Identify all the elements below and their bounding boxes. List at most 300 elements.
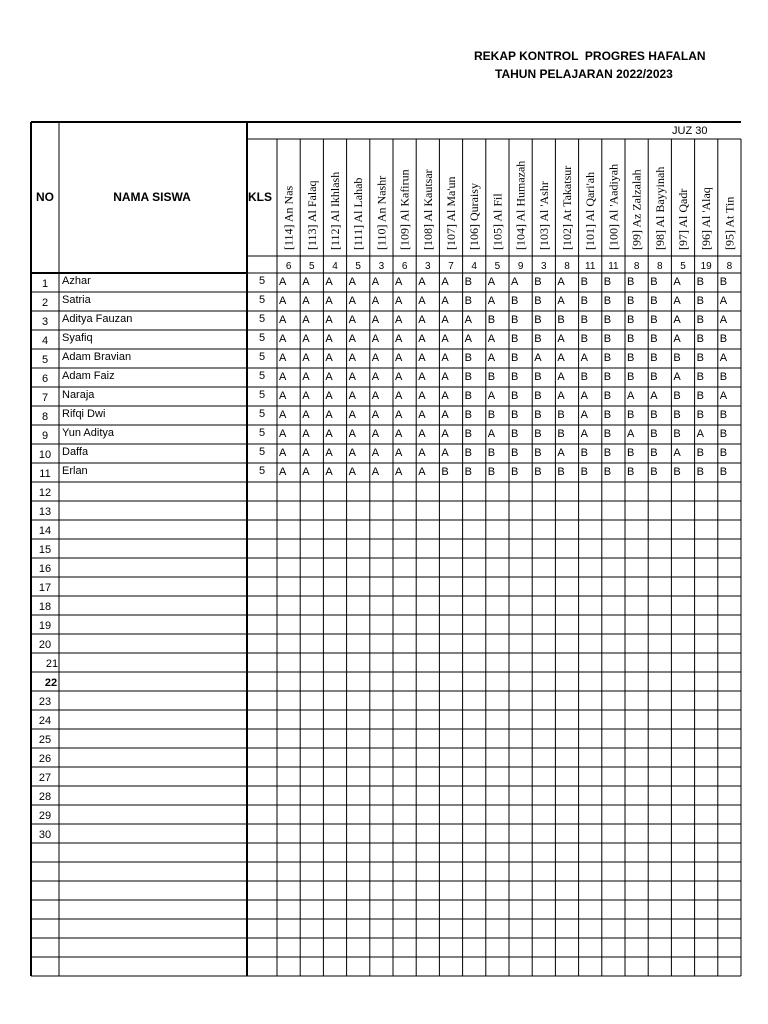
grade-cell: A bbox=[302, 276, 310, 288]
grade-cell: A bbox=[325, 428, 333, 440]
grade-cell: A bbox=[325, 276, 333, 288]
grade-cell: B bbox=[534, 314, 542, 326]
grade-cell: B bbox=[534, 371, 542, 383]
grade-cell: B bbox=[627, 466, 635, 478]
grade-cell: A bbox=[673, 447, 681, 459]
verse-count: 9 bbox=[517, 261, 524, 272]
grade-cell: A bbox=[302, 447, 310, 459]
grade-cell: B bbox=[534, 333, 542, 345]
grade-cell: B bbox=[696, 390, 704, 402]
grade-cell: A bbox=[371, 409, 380, 421]
grade-cell: A bbox=[395, 314, 403, 326]
row-number: 20 bbox=[38, 639, 52, 651]
grade-cell: B bbox=[696, 409, 704, 421]
grade-cell: A bbox=[325, 333, 333, 345]
grade-cell: A bbox=[418, 371, 426, 383]
grade-cell: B bbox=[557, 409, 565, 421]
grade-cell: B bbox=[580, 276, 588, 288]
student-class: 5 bbox=[258, 275, 266, 287]
grade-cell: A bbox=[325, 352, 333, 364]
grade-cell: A bbox=[719, 295, 728, 307]
grade-cell: B bbox=[650, 409, 658, 421]
grade-cell: B bbox=[464, 466, 472, 478]
verse-count: 4 bbox=[471, 261, 477, 272]
grade-cell: B bbox=[580, 466, 588, 478]
grade-cell: B bbox=[464, 447, 472, 459]
grade-cell: A bbox=[348, 295, 356, 307]
grade-cell: B bbox=[534, 390, 542, 402]
grade-cell: A bbox=[511, 276, 519, 288]
row-number: 11 bbox=[39, 468, 51, 480]
row-number: 3 bbox=[41, 316, 49, 328]
grade-cell: B bbox=[603, 466, 612, 478]
row-number: 18 bbox=[38, 601, 52, 613]
grade-cell: B bbox=[627, 333, 635, 345]
grade-cell: A bbox=[441, 447, 449, 459]
grade-cell: B bbox=[464, 409, 472, 421]
verse-count: 6 bbox=[285, 261, 292, 272]
row-number: 13 bbox=[38, 506, 52, 518]
row-number: 22 bbox=[44, 677, 58, 689]
row-number: 10 bbox=[38, 449, 52, 461]
grade-cell: B bbox=[580, 333, 588, 345]
grade-cell: A bbox=[325, 371, 333, 383]
grade-cell: B bbox=[557, 314, 565, 326]
row-number: 16 bbox=[38, 563, 52, 575]
grade-cell: A bbox=[557, 447, 565, 459]
grade-cell: A bbox=[441, 390, 449, 402]
surah-header: [96] Al 'Alaq bbox=[699, 187, 714, 250]
grade-cell: A bbox=[325, 409, 333, 421]
grade-cell: B bbox=[696, 295, 704, 307]
grade-cell: B bbox=[696, 314, 704, 326]
grade-cell: A bbox=[395, 276, 403, 288]
surah-header: [103] Al 'Ashr bbox=[536, 181, 551, 250]
grade-cell: A bbox=[325, 295, 333, 307]
grade-cell: A bbox=[348, 314, 356, 326]
header-juz: JUZ 30 bbox=[672, 125, 708, 137]
grade-cell: A bbox=[348, 409, 356, 421]
surah-header: [104] Al Humazah bbox=[513, 160, 528, 250]
grade-cell: A bbox=[395, 466, 403, 478]
student-class: 5 bbox=[258, 408, 266, 420]
grade-cell: B bbox=[650, 466, 658, 478]
grade-cell: B bbox=[511, 314, 519, 326]
grade-cell: A bbox=[348, 333, 356, 345]
title-line-1: REKAP KONTROL PROGRES HAFALAN bbox=[474, 49, 706, 63]
student-name: Erlan bbox=[62, 465, 88, 477]
grade-cell: B bbox=[696, 333, 704, 345]
title-line-2: TAHUN PELAJARAN 2022/2023 bbox=[495, 67, 673, 81]
grade-cell: A bbox=[279, 390, 287, 402]
grade-cell: B bbox=[534, 466, 542, 478]
surah-header: [106] Quraisy bbox=[467, 183, 482, 250]
grade-cell: B bbox=[487, 447, 496, 459]
grade-cell: B bbox=[487, 466, 496, 478]
grade-cell: A bbox=[302, 466, 310, 478]
grade-cell: A bbox=[464, 333, 472, 345]
student-class: 5 bbox=[258, 332, 266, 344]
verse-count: 3 bbox=[378, 261, 385, 272]
grade-cell: A bbox=[487, 295, 496, 307]
grade-cell: B bbox=[511, 371, 519, 383]
grade-cell: A bbox=[348, 276, 356, 288]
grade-cell: A bbox=[418, 409, 426, 421]
grade-cell: B bbox=[673, 409, 681, 421]
grade-cell: B bbox=[627, 447, 635, 459]
grade-cell: B bbox=[696, 447, 704, 459]
row-number: 30 bbox=[38, 829, 52, 841]
grade-cell: B bbox=[603, 428, 612, 440]
verse-count: 8 bbox=[633, 261, 640, 272]
grade-cell: B bbox=[557, 428, 565, 440]
surah-header: [99] Az Zalzalah bbox=[629, 169, 644, 250]
grade-cell: B bbox=[487, 409, 496, 421]
grade-cell: A bbox=[580, 352, 588, 364]
grade-cell: B bbox=[534, 428, 542, 440]
grade-cell: B bbox=[627, 295, 635, 307]
grade-cell: A bbox=[395, 409, 403, 421]
grade-cell: A bbox=[673, 371, 681, 383]
grade-cell: B bbox=[603, 295, 612, 307]
verse-count: 7 bbox=[448, 261, 454, 272]
surah-header: [101] Al Qari'ah bbox=[583, 171, 598, 250]
grade-cell: A bbox=[395, 428, 403, 440]
grade-cell: A bbox=[325, 466, 333, 478]
grade-cell: B bbox=[511, 409, 519, 421]
grade-cell: A bbox=[371, 371, 380, 383]
row-number: 4 bbox=[41, 335, 49, 347]
grade-cell: A bbox=[650, 390, 658, 402]
grade-cell: B bbox=[627, 314, 635, 326]
header-kls: KLS bbox=[248, 190, 272, 204]
student-name: Azhar bbox=[62, 275, 91, 287]
row-number: 6 bbox=[41, 373, 49, 385]
grade-cell: A bbox=[279, 333, 287, 345]
student-class: 5 bbox=[258, 294, 266, 306]
grade-cell: A bbox=[418, 276, 426, 288]
grade-cell: A bbox=[441, 428, 449, 440]
grade-cell: A bbox=[395, 371, 403, 383]
row-number: 25 bbox=[38, 734, 52, 746]
student-name: Rifqi Dwi bbox=[62, 408, 106, 420]
grade-cell: A bbox=[371, 466, 380, 478]
grade-cell: A bbox=[302, 390, 310, 402]
grade-cell: B bbox=[487, 371, 496, 383]
surah-header: [97] Al Qadr bbox=[676, 188, 690, 250]
grade-cell: B bbox=[719, 447, 728, 459]
grade-cell: A bbox=[302, 352, 310, 364]
verse-count: 5 bbox=[355, 261, 361, 272]
grade-cell: B bbox=[650, 276, 658, 288]
grade-cell: B bbox=[673, 428, 681, 440]
row-number: 1 bbox=[41, 278, 49, 290]
grade-cell: B bbox=[603, 447, 612, 459]
student-name: Adam Faiz bbox=[62, 370, 115, 382]
student-class: 5 bbox=[258, 427, 266, 439]
grade-cell: A bbox=[673, 276, 681, 288]
student-class: 5 bbox=[258, 465, 266, 477]
grade-cell: A bbox=[441, 371, 449, 383]
grade-cell: A bbox=[302, 295, 310, 307]
verse-count: 4 bbox=[332, 261, 338, 272]
grade-cell: A bbox=[395, 390, 403, 402]
grade-cell: B bbox=[696, 466, 704, 478]
grade-cell: B bbox=[650, 295, 658, 307]
grade-cell: A bbox=[325, 314, 333, 326]
grade-cell: B bbox=[673, 390, 681, 402]
grade-cell: A bbox=[719, 314, 728, 326]
grade-cell: A bbox=[487, 428, 496, 440]
grade-cell: A bbox=[418, 333, 426, 345]
grade-cell: B bbox=[650, 314, 658, 326]
surah-header: [110] An Nashr bbox=[374, 175, 389, 250]
grade-cell: A bbox=[418, 295, 426, 307]
grade-cell: B bbox=[627, 371, 635, 383]
grade-cell: B bbox=[603, 409, 612, 421]
grade-cell: B bbox=[650, 333, 658, 345]
grade-cell: A bbox=[279, 295, 287, 307]
grade-cell: A bbox=[464, 314, 472, 326]
grade-cell: B bbox=[464, 352, 472, 364]
surah-header: [98] Al Bayyinah bbox=[652, 166, 667, 250]
grade-cell: B bbox=[603, 314, 612, 326]
grade-cell: A bbox=[348, 466, 356, 478]
row-number: 19 bbox=[38, 620, 52, 632]
grade-cell: A bbox=[279, 352, 287, 364]
surah-header: [108] Al Kautsar bbox=[420, 169, 435, 250]
row-number: 28 bbox=[38, 791, 52, 803]
grade-cell: B bbox=[534, 295, 542, 307]
grade-cell: B bbox=[650, 428, 658, 440]
grade-cell: A bbox=[557, 390, 565, 402]
verse-count: 6 bbox=[401, 261, 408, 272]
verse-count: 11 bbox=[585, 261, 596, 272]
grade-cell: A bbox=[673, 295, 681, 307]
row-number: 8 bbox=[41, 411, 49, 423]
surah-header: [113] Al Falaq bbox=[304, 180, 319, 250]
row-number: 29 bbox=[38, 810, 52, 822]
grade-cell: A bbox=[534, 352, 542, 364]
verse-count: 3 bbox=[425, 261, 431, 272]
grade-cell: A bbox=[302, 428, 310, 440]
grade-cell: B bbox=[464, 390, 472, 402]
student-class: 5 bbox=[258, 351, 266, 363]
grade-cell: B bbox=[580, 314, 588, 326]
row-number: 26 bbox=[38, 753, 52, 765]
grade-cell: B bbox=[719, 466, 728, 478]
grade-cell: A bbox=[348, 447, 356, 459]
grade-cell: B bbox=[464, 428, 472, 440]
grade-cell: A bbox=[348, 390, 356, 402]
student-class: 5 bbox=[258, 446, 266, 458]
grade-cell: B bbox=[603, 371, 612, 383]
grade-cell: A bbox=[627, 390, 635, 402]
surah-header: [105] Al Fil bbox=[490, 193, 505, 250]
grade-cell: A bbox=[696, 428, 704, 440]
row-number: 12 bbox=[38, 487, 52, 499]
grade-cell: A bbox=[487, 333, 496, 345]
grade-cell: B bbox=[673, 466, 681, 478]
grade-cell: A bbox=[557, 352, 565, 364]
header-no: NO bbox=[36, 190, 54, 204]
grade-cell: A bbox=[557, 276, 565, 288]
grade-cell: A bbox=[487, 390, 496, 402]
grade-cell: A bbox=[418, 466, 426, 478]
grade-cell: A bbox=[279, 409, 287, 421]
grade-cell: B bbox=[719, 428, 728, 440]
grade-cell: A bbox=[348, 371, 356, 383]
student-class: 5 bbox=[258, 313, 266, 325]
grade-cell: B bbox=[464, 295, 472, 307]
grade-cell: B bbox=[557, 466, 565, 478]
student-class: 5 bbox=[258, 370, 266, 382]
grade-cell: A bbox=[348, 352, 356, 364]
grade-cell: A bbox=[395, 295, 403, 307]
grade-cell: A bbox=[371, 314, 380, 326]
student-name: Adam Bravian bbox=[62, 351, 132, 363]
grade-cell: B bbox=[441, 466, 449, 478]
surah-header: [112] Al Ikhlash bbox=[328, 171, 342, 250]
grade-cell: B bbox=[511, 466, 519, 478]
surah-header: [107] Al Ma'un bbox=[444, 176, 458, 250]
header-name: NAMA SISWA bbox=[113, 190, 191, 204]
verse-count: 5 bbox=[309, 261, 315, 272]
verse-count: 11 bbox=[608, 261, 619, 272]
grade-cell: A bbox=[673, 314, 681, 326]
grade-cell: A bbox=[325, 390, 333, 402]
grade-cell: A bbox=[348, 428, 356, 440]
grade-cell: B bbox=[696, 276, 704, 288]
row-number: 15 bbox=[38, 544, 52, 556]
grade-cell: A bbox=[719, 390, 728, 402]
grade-cell: A bbox=[395, 352, 403, 364]
surah-header: [114] An Nas bbox=[281, 185, 296, 250]
grade-cell: B bbox=[696, 352, 704, 364]
surah-header: [111] Al Lahab bbox=[351, 177, 366, 250]
grade-cell: A bbox=[487, 276, 496, 288]
verse-count: 8 bbox=[564, 261, 570, 272]
grade-cell: A bbox=[673, 333, 681, 345]
grade-cell: A bbox=[302, 314, 310, 326]
grade-cell: A bbox=[441, 295, 449, 307]
grade-cell: B bbox=[511, 295, 519, 307]
verse-count: 19 bbox=[700, 261, 712, 272]
student-name: Yun Aditya bbox=[62, 427, 114, 439]
verse-count: 8 bbox=[726, 261, 733, 272]
row-number: 17 bbox=[38, 582, 52, 594]
grade-cell: B bbox=[464, 371, 472, 383]
row-number: 24 bbox=[38, 715, 52, 727]
grade-cell: A bbox=[325, 447, 333, 459]
grade-cell: B bbox=[534, 447, 542, 459]
grade-cell: A bbox=[418, 447, 426, 459]
grade-cell: B bbox=[464, 276, 472, 288]
grade-cell: A bbox=[719, 352, 728, 364]
student-name: Naraja bbox=[62, 389, 95, 401]
student-name: Satria bbox=[62, 294, 91, 306]
grade-cell: B bbox=[696, 371, 704, 383]
grade-cell: A bbox=[441, 314, 449, 326]
grade-cell: A bbox=[302, 333, 310, 345]
grade-cell: A bbox=[371, 352, 380, 364]
grade-cell: B bbox=[580, 371, 588, 383]
student-name: Aditya Fauzan bbox=[62, 313, 133, 325]
grade-cell: B bbox=[603, 276, 612, 288]
grade-cell: B bbox=[511, 333, 519, 345]
surah-header: [102] At Takatsur bbox=[560, 165, 574, 250]
grade-cell: A bbox=[557, 295, 565, 307]
grade-cell: B bbox=[650, 352, 658, 364]
row-number: 9 bbox=[41, 430, 49, 442]
row-number: 21 bbox=[45, 658, 59, 670]
grade-cell: B bbox=[580, 447, 588, 459]
grade-cell: B bbox=[511, 352, 519, 364]
grade-cell: A bbox=[279, 466, 287, 478]
grade-cell: A bbox=[487, 352, 496, 364]
grade-cell: A bbox=[279, 276, 287, 288]
grade-cell: A bbox=[441, 409, 449, 421]
row-number: 5 bbox=[41, 354, 49, 366]
verse-count: 5 bbox=[680, 261, 686, 272]
grade-cell: A bbox=[371, 428, 380, 440]
grade-cell: A bbox=[371, 390, 380, 402]
grade-cell: A bbox=[557, 371, 565, 383]
grade-cell: A bbox=[302, 409, 310, 421]
grade-cell: B bbox=[603, 390, 612, 402]
grade-cell: A bbox=[580, 409, 588, 421]
student-class: 5 bbox=[258, 389, 266, 401]
grade-cell: A bbox=[557, 333, 565, 345]
grade-cell: A bbox=[418, 390, 426, 402]
verse-count: 8 bbox=[657, 261, 663, 272]
grade-cell: B bbox=[534, 409, 542, 421]
grade-cell: B bbox=[719, 409, 728, 421]
grade-cell: A bbox=[441, 352, 449, 364]
row-number: 7 bbox=[41, 392, 49, 404]
verse-count: 5 bbox=[494, 261, 501, 272]
grade-cell: A bbox=[279, 371, 287, 383]
verse-count: 3 bbox=[541, 261, 547, 272]
grade-cell: B bbox=[511, 447, 519, 459]
grade-cell: A bbox=[371, 447, 380, 459]
student-name: Daffa bbox=[62, 446, 89, 458]
surah-header: [109] Al Kafirun bbox=[397, 169, 412, 250]
grade-cell: B bbox=[511, 390, 519, 402]
grade-cell: A bbox=[580, 390, 588, 402]
grade-cell: B bbox=[719, 333, 728, 345]
grade-cell: A bbox=[441, 333, 449, 345]
student-name: Syafiq bbox=[62, 332, 93, 344]
grade-cell: A bbox=[441, 276, 449, 288]
grade-cell: B bbox=[627, 276, 635, 288]
grade-cell: B bbox=[580, 295, 588, 307]
grade-cell: B bbox=[650, 447, 658, 459]
grade-cell: B bbox=[719, 371, 728, 383]
grade-cell: A bbox=[371, 295, 380, 307]
grade-cell: B bbox=[627, 352, 635, 364]
row-number: 27 bbox=[38, 772, 52, 784]
grade-cell: A bbox=[418, 428, 426, 440]
grade-cell: A bbox=[395, 447, 403, 459]
surah-header: [100] Al 'Aadiyah bbox=[606, 163, 621, 250]
grade-cell: B bbox=[487, 314, 496, 326]
row-number: 2 bbox=[41, 297, 49, 309]
grade-cell: A bbox=[371, 333, 380, 345]
grade-cell: A bbox=[279, 428, 287, 440]
grade-cell: B bbox=[650, 371, 658, 383]
grade-cell: A bbox=[279, 314, 287, 326]
